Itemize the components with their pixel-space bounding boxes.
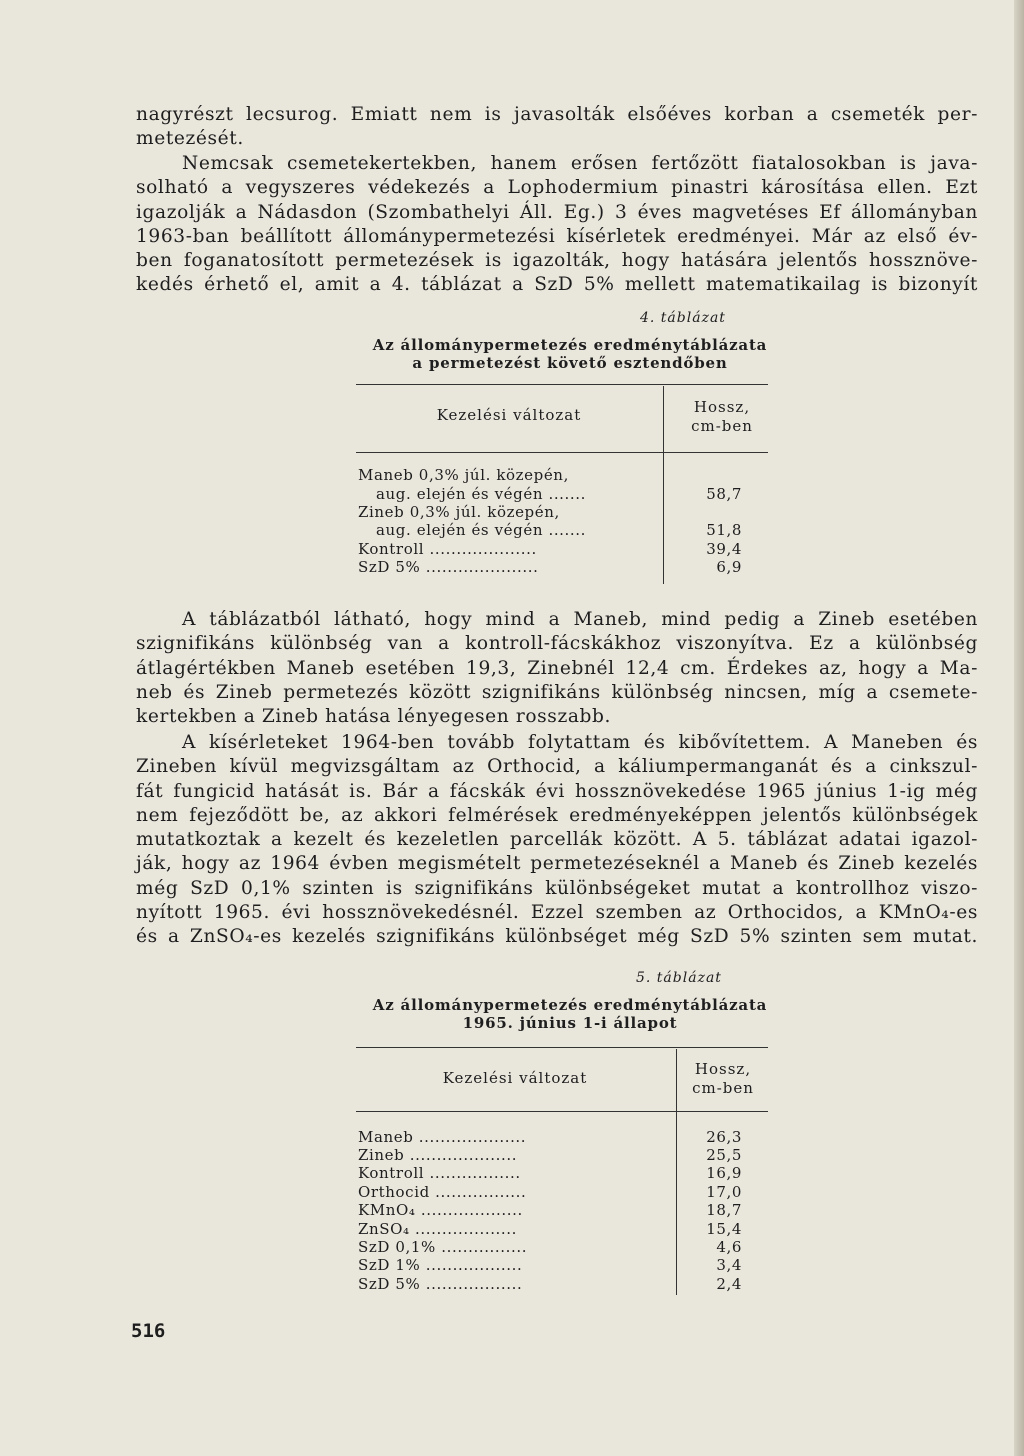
text-line: metezését. <box>136 128 244 150</box>
table-5-row-label: ZnSO₄ ................... <box>358 1220 518 1238</box>
table-4-row-label: SzD 5% ..................... <box>358 558 539 576</box>
table-5-column-rule <box>676 1049 677 1295</box>
table-5-row-label: SzD 5% .................. <box>358 1275 523 1293</box>
table-4-caption: 4. táblázat <box>640 310 726 326</box>
table-4-column-rule <box>663 386 664 584</box>
table-5-row-label: SzD 0,1% ................ <box>358 1238 528 1256</box>
page-edge-shadow <box>1014 0 1024 1456</box>
table-5-row-value: 2,4 <box>716 1275 742 1293</box>
table-5-row-value: 18,7 <box>706 1201 742 1219</box>
text-line: kertekben a Zineb hatása lényegesen rosszabb. <box>136 706 612 728</box>
header-line: cm-ben <box>692 1079 754 1097</box>
text-line: nyított 1965. évi hossznövekedésnél. Ezzel szemben az Orthocidos, a KMnO₄-es <box>136 902 978 924</box>
table-5-row-value: 17,0 <box>706 1183 742 1201</box>
text-line: igazolják a Nádasdon (Szombathelyi Áll. Eg.) 3 éves magvetéses Ef állományban <box>136 201 978 223</box>
text-line: A kísérleteket 1964-ben tovább folytattam és kibővítettem. A Maneben és <box>182 732 978 753</box>
text-line: ják, hogy az 1964 évben megismételt permetezéseknél a Maneb és Zineb kezelés <box>136 853 978 875</box>
text-line: nem fejeződött be, az akkori felmérések eredményeképpen jelentős különbségek <box>136 804 978 826</box>
table-4-title <box>340 336 800 372</box>
table-4-row-label: Zineb 0,3% júl. közepén, <box>358 503 560 521</box>
table-4-col-length <box>668 398 776 436</box>
table-5-row-label: Maneb .................... <box>358 1128 527 1146</box>
table-4-row-label: Kontroll .................... <box>358 540 537 558</box>
header-line: Hossz, <box>693 398 751 416</box>
table-5-row-label: Zineb .................... <box>358 1146 518 1164</box>
table-5-row-value: 15,4 <box>706 1220 742 1238</box>
text-line: szignifikáns különbség van a kontroll-fácskákhoz viszonyítva. Ez a különbség <box>136 633 978 655</box>
text-line: és a ZnSO₄-es kezelés szignifikáns különbséget még SzD 5% szinten sem mutat. <box>136 926 978 948</box>
table-5-row-value: 25,5 <box>706 1146 742 1164</box>
table-5-row-value: 16,9 <box>706 1164 742 1182</box>
table-title-line: Az állománypermetezés eredménytáblázata <box>372 996 768 1014</box>
text-line: A táblázatból látható, hogy mind a Maneb, mind pedig a Zineb esetében <box>182 609 978 630</box>
table-5-row-label: Orthocid ................. <box>358 1183 527 1201</box>
table-5-header-rule <box>356 1111 768 1112</box>
table-4-row-label: aug. elején és végén ....... <box>376 521 587 539</box>
table-title-line: Az állománypermetezés eredménytáblázata <box>372 336 768 354</box>
paragraph-3 <box>136 608 978 729</box>
table-5-caption: 5. táblázat <box>636 970 722 986</box>
text-line: még SzD 0,1% szinten is szignifikáns különbségeket mutat a kontrollhoz viszo- <box>136 877 978 899</box>
table-5-row-label: SzD 1% .................. <box>358 1256 523 1274</box>
text-line: solható a vegyszeres védekezés a Lophodermium pinastri károsítása ellen. Ezt <box>136 177 978 199</box>
text-line: ben foganatosított permetezések is igazolták, hogy hatására jelentős hossznöve- <box>136 250 978 272</box>
text-line: átlagértékben Maneb esetében 19,3, Zinebnél 12,4 cm. Érdekes az, hogy a Ma- <box>136 657 978 679</box>
table-4-header-rule <box>356 452 768 453</box>
text-line: fát fungicid hatását is. Bár a fácskák évi hossznövekedése 1965 június 1-ig még <box>136 780 978 802</box>
table-4-row-label: Maneb 0,3% júl. közepén, <box>358 466 569 484</box>
table-5-col-treatment: Kezelési változat <box>442 1069 588 1087</box>
header-line: Hossz, <box>694 1060 752 1078</box>
table-5-top-rule <box>356 1047 768 1048</box>
text-line: kedés érhető el, amit a 4. táblázat a SzD 5% mellett matematikailag is bizonyít <box>136 274 978 296</box>
table-4-row-value: 58,7 <box>706 485 742 503</box>
table-4-row-value: 51,8 <box>706 521 742 539</box>
table-5-row-value: 3,4 <box>716 1256 742 1274</box>
text-line: Zineben kívül megvizsgáltam az Orthocid, a káliumpermanganát és a cinkszul- <box>136 756 978 778</box>
text-line: Nemcsak csemetekertekben, hanem erősen fertőzött fiatalosokban is java- <box>182 153 978 174</box>
table-title-line: a permetezést követő esztendőben <box>412 354 728 372</box>
table-5-title <box>340 996 800 1032</box>
text-line: 1963-ban beállított állománypermetezési kísérletek eredményei. Már az első év- <box>136 225 978 247</box>
table-4-top-rule <box>356 384 768 385</box>
paragraph-1 <box>136 103 978 152</box>
text-line: neb és Zineb permetezés között szignifikáns különbség nincsen, míg a csemete- <box>136 681 978 703</box>
table-4-col-treatment: Kezelési változat <box>436 406 582 424</box>
table-4-row-value: 39,4 <box>706 540 742 558</box>
text-line: mutatkoztak a kezelt és kezeletlen parcellák között. A 5. táblázat adatai igazol- <box>136 829 978 851</box>
table-title-line: 1965. június 1-i állapot <box>462 1014 678 1032</box>
table-4-row-label: aug. elején és végén ....... <box>376 485 587 503</box>
table-5-row-label: Kontroll ................. <box>358 1164 521 1182</box>
table-4-row-value: 6,9 <box>716 558 742 576</box>
paragraph-2 <box>136 152 978 298</box>
page-number: 516 <box>131 1320 166 1342</box>
table-5-row-value: 26,3 <box>706 1128 742 1146</box>
header-line: cm-ben <box>691 417 753 435</box>
text-line: nagyrészt lecsurog. Emiatt nem is javasolták elsőéves korban a csemeték per- <box>136 104 978 125</box>
table-5-col-length <box>680 1060 766 1098</box>
table-5-row-value: 4,6 <box>716 1238 742 1256</box>
table-5-row-label: KMnO₄ ................... <box>358 1201 523 1219</box>
paragraph-4 <box>136 731 978 950</box>
